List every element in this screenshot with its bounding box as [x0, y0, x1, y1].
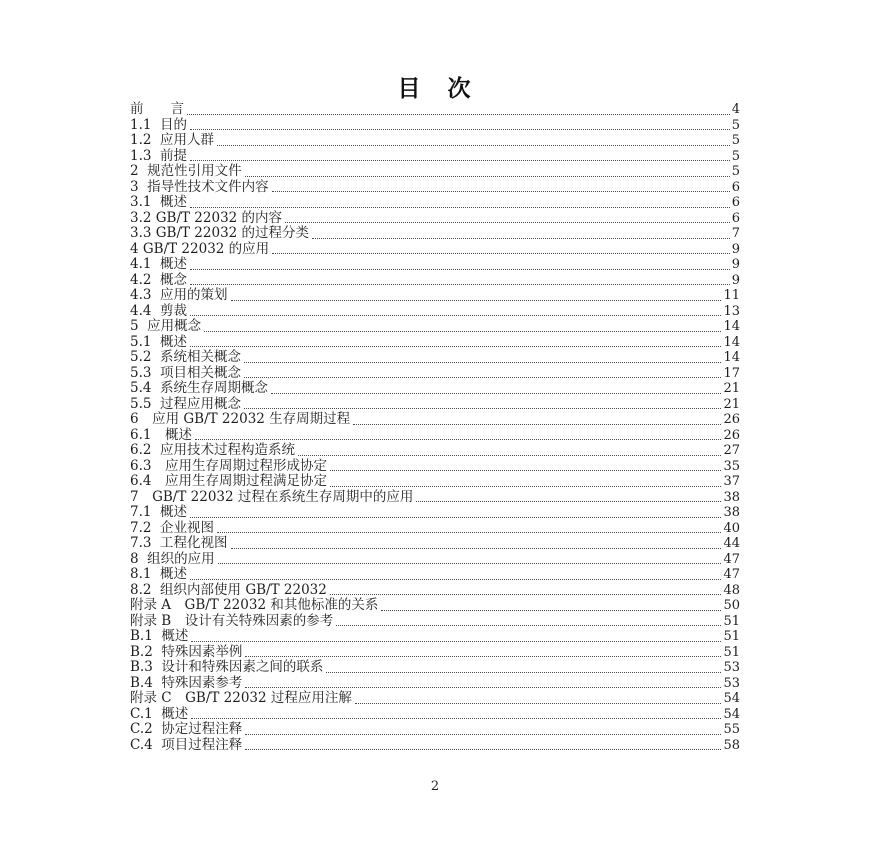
toc-entry [130, 164, 740, 180]
dot-leader [245, 687, 721, 688]
toc-entry-page: 11 [723, 288, 740, 303]
toc-entry [130, 335, 740, 351]
toc-entry [130, 149, 740, 165]
toc-entry-page: 55 [723, 722, 740, 737]
dot-leader [191, 718, 721, 719]
toc-entry-page: 14 [723, 350, 740, 365]
toc-entry-page: 35 [723, 458, 740, 474]
toc-entry-page: 37 [723, 474, 740, 489]
toc-entry-page: 54 [723, 691, 740, 706]
toc-entry-label: 5.4 系统生存周期概念 [130, 380, 269, 396]
toc-entry-page: 51 [723, 629, 740, 644]
dot-leader [190, 284, 730, 285]
toc-entry [130, 319, 740, 335]
toc-entry-label: 4.4 剪裁 [130, 302, 188, 319]
dot-leader [190, 207, 730, 208]
toc-entry-label: 7.2 企业视图 [130, 519, 215, 536]
toc-entry [130, 707, 740, 723]
toc-entry-label: 4.1 概述 [130, 256, 188, 272]
dot-leader [381, 610, 721, 611]
toc-entry [130, 722, 740, 738]
dot-leader [245, 749, 721, 750]
dot-leader [231, 548, 722, 549]
toc-entry [130, 629, 740, 645]
toc-entry-page: 38 [723, 505, 740, 520]
dot-leader [190, 269, 730, 270]
dot-leader [191, 641, 721, 642]
toc-entry-page: 38 [723, 489, 740, 505]
toc-entry-label: 8.1 概述 [130, 566, 188, 582]
toc-entry-label: 5.2 系统相关概念 [130, 349, 242, 365]
toc-entry-label: C.1 概述 [130, 705, 189, 722]
toc-entry-page: 5 [731, 148, 740, 164]
toc-entry-label: 附录 B 设计有关特殊因素的参考 [130, 612, 334, 629]
dot-leader [190, 346, 721, 347]
toc-entry-label: 3 指导性技术文件内容 [130, 178, 269, 195]
toc-entry-label: 附录 C GB/T 22032 过程应用注解 [130, 690, 352, 706]
toc-entry-label: 3.1 概述 [130, 194, 188, 210]
dot-leader [244, 408, 721, 409]
footer-page-number: 2 [430, 779, 440, 794]
toc-entry-page: 58 [723, 737, 740, 753]
toc-entry-page: 40 [723, 520, 740, 536]
toc-entry-label: 5.1 概述 [130, 333, 188, 350]
toc-entry [130, 381, 740, 397]
toc-entry-label: 1.3 前提 [130, 147, 188, 164]
dot-leader [330, 470, 721, 471]
toc-entry-page: 53 [723, 660, 740, 675]
toc-entry [130, 505, 740, 521]
toc-entry-page: 17 [723, 365, 740, 381]
toc-entry-page: 7 [731, 226, 740, 241]
toc-entry [130, 366, 740, 382]
toc-entry-page: 14 [723, 334, 740, 350]
toc-entry-page: 26 [723, 427, 740, 443]
toc-entry-page: 9 [731, 272, 740, 288]
dot-leader [353, 424, 721, 425]
toc-entry [130, 583, 740, 599]
toc-entry [130, 211, 740, 227]
dot-leader [190, 315, 721, 316]
toc-entry [130, 242, 740, 258]
toc-entry [130, 521, 740, 537]
dot-leader [272, 253, 730, 254]
dot-leader [244, 377, 721, 378]
dot-leader [336, 625, 721, 626]
dot-leader [218, 563, 722, 564]
dot-leader [245, 176, 730, 177]
toc-entry-label: B.2 特殊因素举例 [130, 643, 243, 660]
toc-entry [130, 350, 740, 366]
toc-entry-label: 4.3 应用的策划 [130, 287, 228, 303]
dot-leader [355, 703, 722, 704]
dot-leader [271, 393, 721, 394]
toc-entry-page: 47 [723, 567, 740, 582]
toc-entry-label: 3.3 GB/T 22032 的过程分类 [130, 225, 310, 241]
dot-leader [330, 486, 721, 487]
toc-entry-label: 5.3 项目相关概念 [130, 364, 242, 381]
toc-entry-label: 7 GB/T 22032 过程在系统生存周期中的应用 [130, 488, 414, 505]
dot-leader [285, 222, 730, 223]
toc-entry-page: 4 [731, 102, 740, 117]
toc-entry-page: 9 [731, 257, 740, 272]
toc-entry-label: 前 言 [130, 101, 184, 117]
dot-leader [244, 362, 721, 363]
toc-entry [130, 459, 740, 475]
toc-entry-label: 5 应用概念 [130, 318, 202, 334]
dot-leader [312, 238, 730, 239]
toc-entry [130, 257, 740, 273]
toc-entry-page: 6 [731, 179, 740, 195]
toc-entry-label: 6.1 概述 [130, 426, 192, 443]
toc-entry [130, 118, 740, 134]
toc-entry-label: 5.5 过程应用概念 [130, 395, 242, 412]
toc-entry [130, 226, 740, 242]
toc-entry-label: 8 组织的应用 [130, 550, 215, 567]
toc-entry-label: B.1 概述 [130, 628, 189, 644]
toc-entry-page: 21 [723, 396, 740, 412]
toc-entry [130, 195, 740, 211]
toc-entry-label: 2 规范性引用文件 [130, 163, 242, 179]
toc-entry [130, 614, 740, 630]
dot-leader [190, 129, 730, 130]
toc-entry [130, 180, 740, 196]
toc-entry-page: 48 [723, 582, 740, 598]
toc-entry-label: 7.1 概述 [130, 504, 188, 520]
toc-entry-page: 5 [731, 133, 740, 148]
dot-leader [217, 145, 730, 146]
toc-entry-label: 1.1 目的 [130, 116, 188, 133]
toc-entry [130, 428, 740, 444]
toc-entry [130, 397, 740, 413]
toc-entry-label: 6.2 应用技术过程构造系统 [130, 442, 296, 458]
toc-entry-page: 14 [723, 319, 740, 334]
toc-entry-page: 51 [723, 613, 740, 629]
toc-entry [130, 412, 740, 428]
toc-entry-page: 5 [731, 164, 740, 179]
toc-entry [130, 552, 740, 568]
dot-leader [272, 191, 730, 192]
toc-list [130, 102, 740, 753]
dot-leader [326, 672, 721, 673]
toc-entry-page: 53 [723, 675, 740, 691]
toc-entry [130, 288, 740, 304]
toc-entry-page: 26 [723, 412, 740, 427]
toc-entry-label: 7.3 工程化视图 [130, 535, 228, 551]
toc-entry [130, 660, 740, 676]
dot-leader [298, 455, 721, 456]
toc-entry-label: C.4 项目过程注释 [130, 736, 243, 753]
toc-entry-page: 54 [723, 706, 740, 722]
dot-leader [204, 331, 721, 332]
toc-entry [130, 443, 740, 459]
dot-leader [217, 532, 721, 533]
toc-entry-label: B.3 设计和特殊因素之间的联系 [130, 659, 324, 675]
dot-leader [190, 517, 721, 518]
toc-entry [130, 273, 740, 289]
toc-entry-label: 6.4 应用生存周期过程满足协定 [130, 473, 327, 489]
toc-entry-label: 6.3 应用生存周期过程形成协定 [130, 457, 327, 474]
dot-leader [245, 656, 721, 657]
toc-entry-page: 51 [723, 644, 740, 660]
dot-leader [190, 160, 730, 161]
dot-leader [330, 594, 722, 595]
toc-entry-label: 3.2 GB/T 22032 的内容 [130, 209, 283, 226]
toc-entry-label: 8.2 组织内部使用 GB/T 22032 [130, 581, 327, 598]
toc-entry-page: 50 [723, 598, 740, 613]
toc-entry [130, 102, 740, 118]
toc-entry-label: 6 应用 GB/T 22032 生存周期过程 [130, 411, 351, 427]
toc-entry-page: 27 [723, 443, 740, 458]
toc-entry-page: 5 [731, 117, 740, 133]
toc-entry-page: 9 [731, 241, 740, 257]
toc-entry-page: 13 [723, 303, 740, 319]
toc-entry [130, 304, 740, 320]
toc-entry-label: 1.2 应用人群 [130, 132, 215, 148]
page-title: 目 次 [397, 75, 473, 102]
toc-entry-page: 47 [723, 551, 740, 567]
toc-entry [130, 645, 740, 661]
dot-leader [245, 734, 721, 735]
toc-entry [130, 598, 740, 614]
dot-leader [190, 579, 721, 580]
toc-entry [130, 490, 740, 506]
toc-entry [130, 567, 740, 583]
toc-entry [130, 133, 740, 149]
toc-entry-label: 4.2 概念 [130, 271, 188, 288]
toc-entry-page: 6 [731, 210, 740, 226]
toc-entry-label: B.4 特殊因素参考 [130, 674, 243, 691]
dot-leader [416, 501, 721, 502]
toc-entry-page: 44 [723, 536, 740, 551]
toc-entry-page: 6 [731, 195, 740, 210]
dot-leader [231, 300, 722, 301]
toc-entry-label: 附录 A GB/T 22032 和其他标准的关系 [130, 597, 379, 613]
toc-entry [130, 691, 740, 707]
toc-entry [130, 676, 740, 692]
toc-entry [130, 738, 740, 754]
toc-entry [130, 536, 740, 552]
toc-entry-page: 21 [723, 381, 740, 396]
dot-leader [187, 114, 730, 115]
toc-entry [130, 474, 740, 490]
toc-entry-label: C.2 协定过程注释 [130, 721, 243, 737]
dot-leader [195, 439, 721, 440]
toc-entry-label: 4 GB/T 22032 的应用 [130, 240, 270, 257]
